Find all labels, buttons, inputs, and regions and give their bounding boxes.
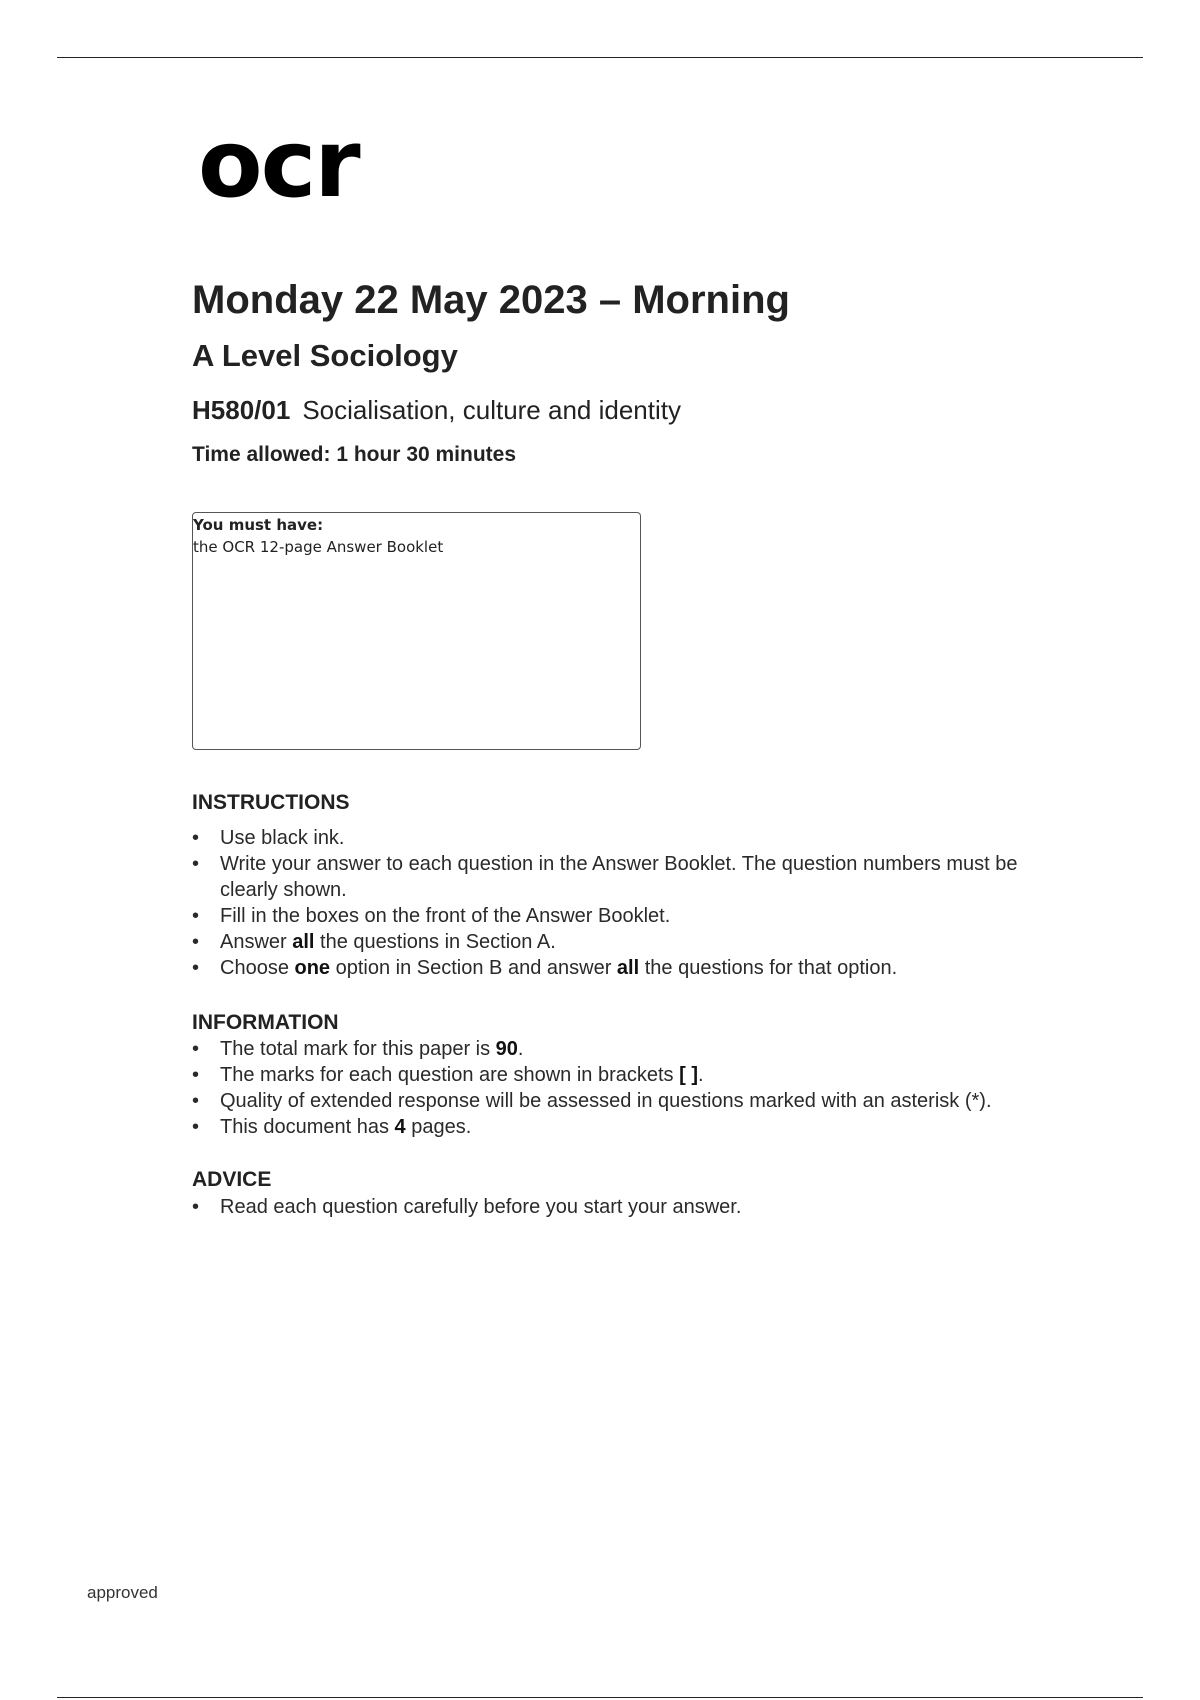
instruction-item: • Choose one option in Section B and answer all the questions for that option. <box>192 955 1092 981</box>
information-list <box>192 1036 1092 1140</box>
instructions-list <box>192 825 1092 981</box>
paper-title: Socialisation, culture and identity <box>302 395 681 425</box>
information-heading: INFORMATION <box>192 1011 339 1034</box>
information-item: • Quality of extended response will be assessed in questions marked with an asterisk (*). <box>192 1088 1092 1114</box>
bottom-rule <box>57 1697 1143 1698</box>
must-have-heading: You must have: <box>193 516 324 534</box>
advice-list <box>192 1194 1092 1220</box>
paper-code: H580/01 <box>192 395 291 425</box>
ocr-logo: ocr <box>198 110 359 219</box>
must-have-box <box>192 512 641 750</box>
top-rule <box>57 57 1143 58</box>
approved-note: approved <box>87 1583 158 1602</box>
exam-date: Monday 22 May 2023 – Morning <box>192 278 790 322</box>
instruction-item: • Write your answer to each question in the Answer Booklet. The question numbers must be clearly shown. <box>192 851 1050 903</box>
paper-code-line <box>192 395 681 426</box>
instruction-item: • Fill in the boxes on the front of the Answer Booklet. <box>192 903 1092 929</box>
time-allowed: Time allowed: 1 hour 30 minutes <box>192 443 517 466</box>
instructions-heading: INSTRUCTIONS <box>192 791 350 814</box>
must-have-item: the OCR 12-page Answer Booklet <box>193 538 444 556</box>
exam-subject: A Level Sociology <box>192 338 458 373</box>
instruction-item: • Use black ink. <box>192 825 1092 851</box>
advice-item: • Read each question carefully before you start your answer. <box>192 1194 1092 1220</box>
instruction-item: • Answer all the questions in Section A. <box>192 929 1092 955</box>
advice-heading: ADVICE <box>192 1168 272 1191</box>
information-item: • This document has 4 pages. <box>192 1114 1092 1140</box>
information-item: • The total mark for this paper is 90. <box>192 1036 1092 1062</box>
information-item: • The marks for each question are shown in brackets [ ]. <box>192 1062 1092 1088</box>
